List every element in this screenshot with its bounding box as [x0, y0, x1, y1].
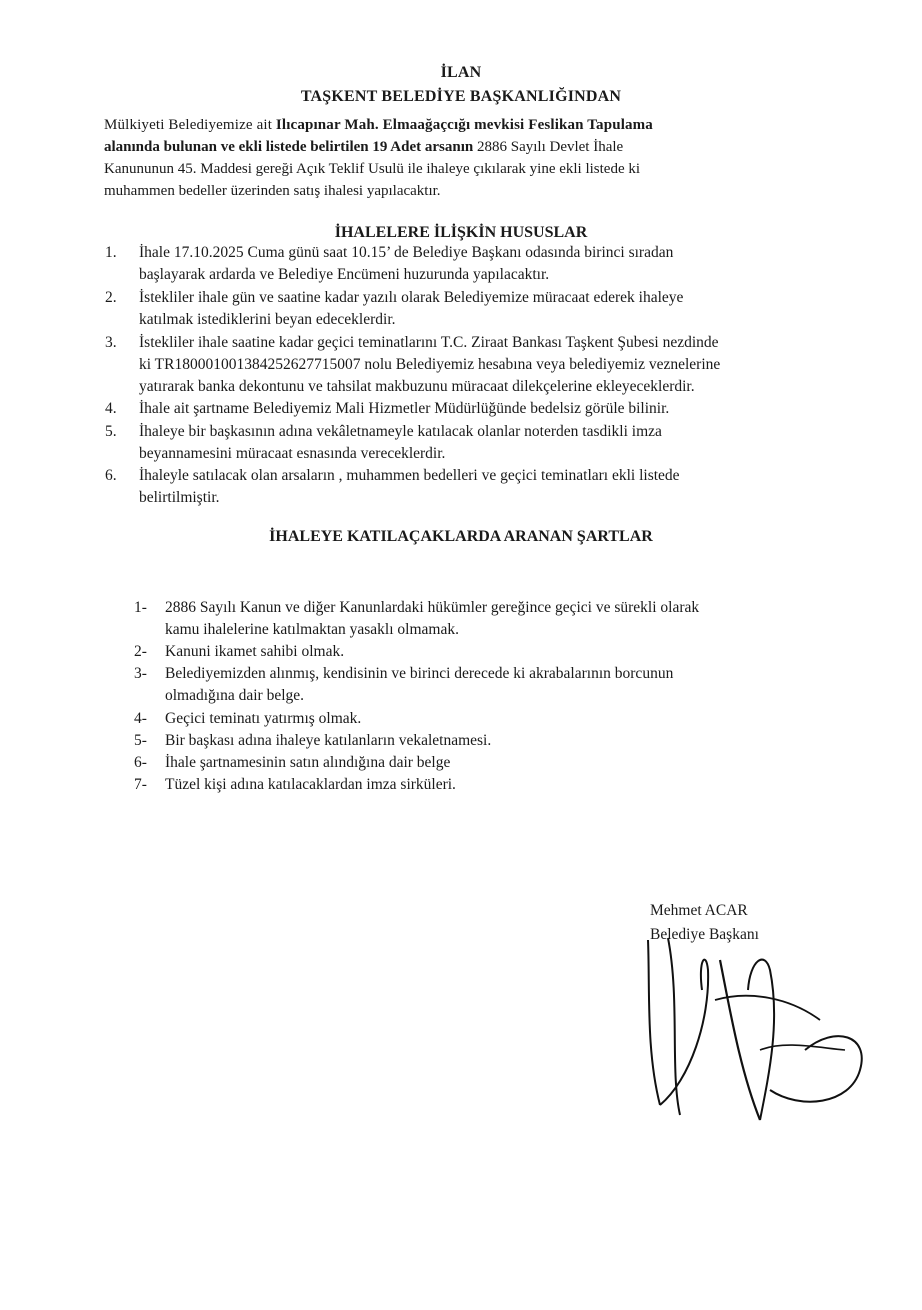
item-text — [139, 287, 829, 331]
item-text-line: katılmak istediklerini beyan edeceklerdir. — [139, 311, 396, 328]
item-text-line: olmadığına dair belge. — [165, 687, 305, 704]
item-number: 3. — [105, 334, 117, 351]
item-number: 1- — [134, 599, 147, 616]
signatory-title: Belediye Başkanı — [650, 926, 759, 943]
item-number: 2- — [134, 643, 147, 660]
item-text-line: 2886 Sayılı Kanun ve diğer Kanunlardaki hükümler gereğince geçici ve sürekli olarak — [165, 599, 700, 616]
item-text — [139, 398, 829, 420]
item-text-line: başlayarak ardarda ve Belediye Encümeni huzurunda yapılacaktır. — [139, 266, 550, 283]
item-number: 4- — [134, 710, 147, 727]
intro-line-2 — [104, 136, 824, 159]
item-text — [165, 774, 825, 796]
issuer-heading: TAŞKENT BELEDİYE BAŞKANLIĞINDAN — [300, 88, 622, 105]
item-number: 5. — [105, 423, 117, 440]
intro-text: Mülkiyeti Belediyemize ait — [104, 117, 276, 133]
item-text — [165, 708, 825, 730]
item-text-line: belirtilmiştir. — [139, 489, 220, 506]
intro-line-3: Kanununun 45. Maddesi gereği Açık Teklif Usulü ile ihaleye çıkılarak yine ekli listede ki — [104, 161, 641, 177]
item-text-line: İstekliler ihale saatine kadar geçici teminatlarını T.C. Ziraat Bankası Taşkent Şubesi nezdinde — [139, 334, 719, 351]
item-text-line: İhale 17.10.2025 Cuma günü saat 10.15’ de Belediye Başkanı odasında birinci sıradan — [139, 244, 674, 261]
item-text — [165, 730, 825, 752]
tender-matters-heading: İHALELERE İLİŞKİN HUSUSLAR — [334, 224, 588, 241]
item-text-line: ki TR180001001384252627715007 nolu Belediyemiz hesabına veya belediyemiz veznelerine — [139, 356, 721, 373]
item-text-line: İhale ait şartname Belediyemiz Mali Hizmetler Müdürlüğünde bedelsiz görüle bilinir. — [139, 400, 670, 417]
item-text-line: Kanuni ikamet sahibi olmak. — [165, 643, 345, 660]
item-number: 7- — [134, 776, 147, 793]
item-text — [165, 597, 825, 641]
item-text — [165, 641, 825, 663]
item-text-line: kamu ihalelerine katılmaktan yasaklı olmamak. — [165, 621, 459, 638]
item-number: 4. — [105, 400, 117, 417]
item-number: 3- — [134, 665, 147, 682]
item-number: 5- — [134, 732, 147, 749]
item-text — [139, 465, 829, 509]
participation-requirements-heading: İHALEYE KATILAÇAKLARDA ARANAN ŞARTLAR — [269, 528, 653, 545]
item-text-line: İhale şartnamesinin satın alındığına dair belge — [165, 754, 451, 771]
signatory-name: Mehmet ACAR — [650, 902, 748, 919]
intro-parcel-count: alanında bulunan ve ekli listede belirtilen 19 Adet arsanın — [104, 139, 474, 155]
item-text-line: Belediyemizden alınmış, kendisinin ve birinci derecede ki akrabalarının borcunun — [165, 665, 674, 682]
item-text — [165, 752, 825, 774]
intro-text: 2886 Sayılı Devlet İhale — [473, 139, 624, 155]
item-number: 6- — [134, 754, 147, 771]
intro-location: Ilıcapınar Mah. Elmaağaçcığı mevkisi Feslikan Tapulama — [275, 117, 653, 133]
item-text — [139, 242, 829, 286]
item-text-line: Tüzel kişi adına katılacaklardan imza sirküleri. — [165, 776, 456, 793]
item-text-line: İhaleye bir başkasının adına vekâletnameyle katılacak olanlar noterden tasdikli imza — [139, 423, 662, 440]
item-text-line: yatırarak banka dekontunu ve tahsilat makbuzunu müracaat dilekçelerine ekleyeceklerdir. — [139, 378, 695, 395]
item-text — [165, 663, 825, 707]
item-text — [139, 332, 829, 398]
handwritten-signature — [620, 930, 890, 1130]
item-text-line: İhaleyle satılacak olan arsaların , muhammen bedelleri ve geçici teminatları ekli listede — [139, 467, 680, 484]
document-title: İLAN — [440, 64, 482, 81]
item-number: 1. — [105, 244, 117, 261]
intro-line-4: muhammen bedeller üzerinden satış ihalesi yapılacaktır. — [104, 183, 441, 199]
item-text — [139, 421, 829, 465]
item-text-line: Bir başkası adına ihaleye katılanların vekaletnamesi. — [165, 732, 492, 749]
item-text-line: Geçici teminatı yatırmış olmak. — [165, 710, 362, 727]
item-text-line: beyannamesini müracaat esnasında vereceklerdir. — [139, 445, 446, 462]
item-number: 6. — [105, 467, 117, 484]
item-text-line: İstekliler ihale gün ve saatine kadar yazılı olarak Belediyemize müracaat ederek ihaleye — [139, 289, 684, 306]
intro-line-1 — [104, 114, 824, 137]
item-number: 2. — [105, 289, 117, 306]
